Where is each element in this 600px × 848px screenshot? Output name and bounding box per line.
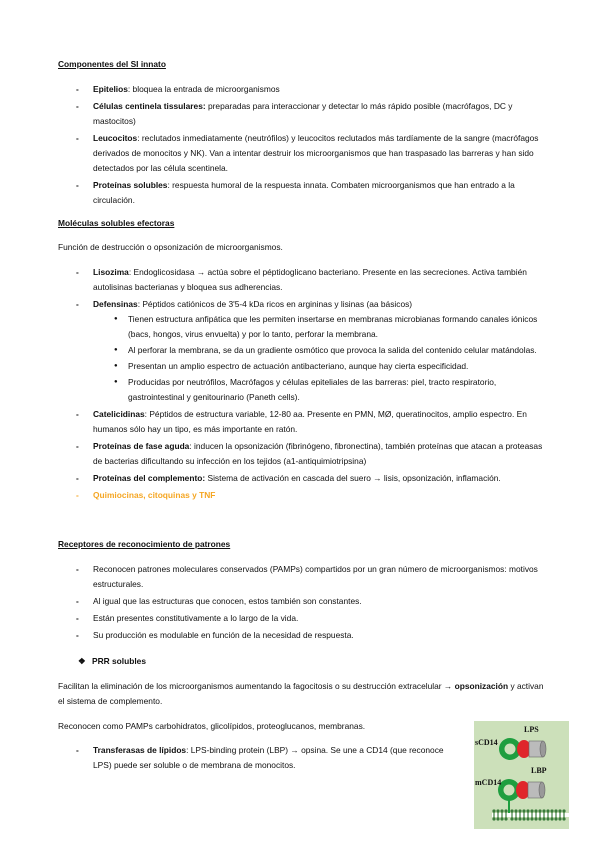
sub-item: ● Al perforar la membrana, se da un gradiente osmótico que provoca la salida del contenido celular matándolas.: [93, 343, 550, 358]
prr-paragraph-2: Reconocen como PAMPs carbohidratos, glicolípidos, proteoglucanos, membranas.: [58, 721, 366, 731]
mcd14-label: mCD14: [475, 778, 502, 787]
list-item: - Reconocen patrones moleculares conservados (PAMPs) compartidos por un gran número de microorganismos: motivos estructurales.: [0, 562, 560, 592]
moleculas-list: [0, 265, 560, 505]
diamond-bullet-icon: ❖: [78, 656, 86, 666]
list-item-complemento: - Proteínas del complemento: Sistema de activación en cascada del suero → lisis, opsonización, inflamación.: [0, 471, 560, 486]
section-heading-receptores: Receptores de reconocimiento de patrones: [58, 539, 231, 549]
list-item-quimiocinas: - Quimiocinas, citoquinas y TNF: [0, 488, 560, 503]
list-item: - Células centinela tissulares: preparadas para interaccionar y detectar lo más rápido posible (macrófagos, DC y mastocitos): [0, 99, 560, 129]
list-item-lbp: - Transferasas de lípidos: LPS-binding protein (LBP) → opsina. Se une a CD14 (que reconoce LPS) puede ser soluble o de membrana de monocitos.: [0, 743, 470, 773]
sub-item: ● Producidas por neutrófilos, Macrófagos y células epiteliales de las barreras: piel, tracto respiratorio, gastrointestinal y genitourinario (Paneth cells).: [93, 375, 550, 405]
list-item: - Están presentes constitutivamente a lo largo de la vida.: [0, 611, 560, 626]
sub-item: ● Presentan un amplio espectro de actuación antibacteriano, aunque hay cierta especificidad.: [93, 359, 550, 374]
list-item-defensinas: - Defensinas: Péptidos catiónicos de 3'5-4 kDa ricos en argininas y lisinas (aa básicos) ● Tienen estructura anfipática que les permiten insertarse en membranas microbianas formando canales iónicos (bacs, hongos, virus envuelta) y por lo tanto, perforar la membrana. ● Al perforar la membrana, se da un gradiente osmótico que provoca la salida del contenido celular matándolas. ● Presentan un amplio espectro de actuación antibacteriano, aunque hay cierta especificidad. ● Producidas por neutrófilos, Macrófagos y células epiteliales de las barreras: piel, tracto respiratorio, gastrointestinal y genitourinario (Paneth cells).: [0, 297, 560, 405]
componentes-list: [0, 82, 560, 210]
list-item: - Su producción es modulable en función de la necesidad de respuesta.: [0, 628, 560, 643]
lps-cd14-diagram: [474, 721, 569, 829]
list-item-lisozima: - Lisozima: Endoglicosidasa → actúa sobre el péptidoglicano bacteriano. Presente en las secreciones. Activa también autolisinas bacterianas y bloquea sus adherencias.: [0, 265, 560, 295]
section-heading-moleculas: Moléculas solubles efectoras: [58, 218, 175, 228]
lbp-label: LBP: [531, 766, 547, 775]
receptores-list: [0, 562, 560, 645]
defensinas-sublist: [93, 312, 550, 405]
list-item: - Al igual que las estructuras que conocen, estos también son constantes.: [0, 594, 560, 609]
prr-paragraph-1: Facilitan la eliminación de los microorganismos aumentando la fagocitosis o su destrucción extracelular → opsonización y activan el sistema de complemento.: [58, 681, 544, 706]
sub-item: ● Tienen estructura anfipática que les permiten insertarse en membranas microbianas formando canales iónicos (bacs, hongos, virus envuelta) y por lo tanto, perforar la membrana.: [93, 312, 550, 342]
list-item: - Epitelios: bloquea la entrada de microorganismos: [0, 82, 560, 97]
section-heading-componentes: Componentes del SI innato: [58, 59, 166, 69]
lps-label: LPS: [524, 725, 539, 734]
scd14-label: sCD14: [475, 738, 498, 747]
prr-heading: ❖ PRR solubles: [78, 654, 146, 669]
list-item-catelicidinas: - Catelicidinas: Péptidos de estructura variable, 12-80 aa. Presente en PMN, MØ, queratinocitos, amplio espectro. En humanos sólo hay un tipo, es más importante en ratón.: [0, 407, 560, 437]
lps-cd14-illustration: [474, 721, 569, 829]
list-item: - Proteínas solubles: respuesta humoral de la respuesta innata. Combaten microorganismos que han entrado a la circulación.: [0, 178, 560, 208]
moleculas-intro: Función de destrucción o opsonización de microorganismos.: [58, 242, 283, 252]
list-item-fase-aguda: - Proteínas de fase aguda: inducen la opsonización (fibrinógeno, fibronectina), también proteínas que atacan a proteasas de bacterias dificultando su infección en los tejidos (a1-antiquimiotripsina): [0, 439, 560, 469]
list-item: - Leucocitos: reclutados inmediatamente (neutrófilos) y leucocitos reclutados más tardíamente de la sangre (macrófagos derivados de monocitos y NK). Van a intentar destruir los microorganismos que han traspasado las barreras y han sido detectados por las célula scentinela.: [0, 131, 560, 176]
prr-list: [0, 743, 470, 775]
